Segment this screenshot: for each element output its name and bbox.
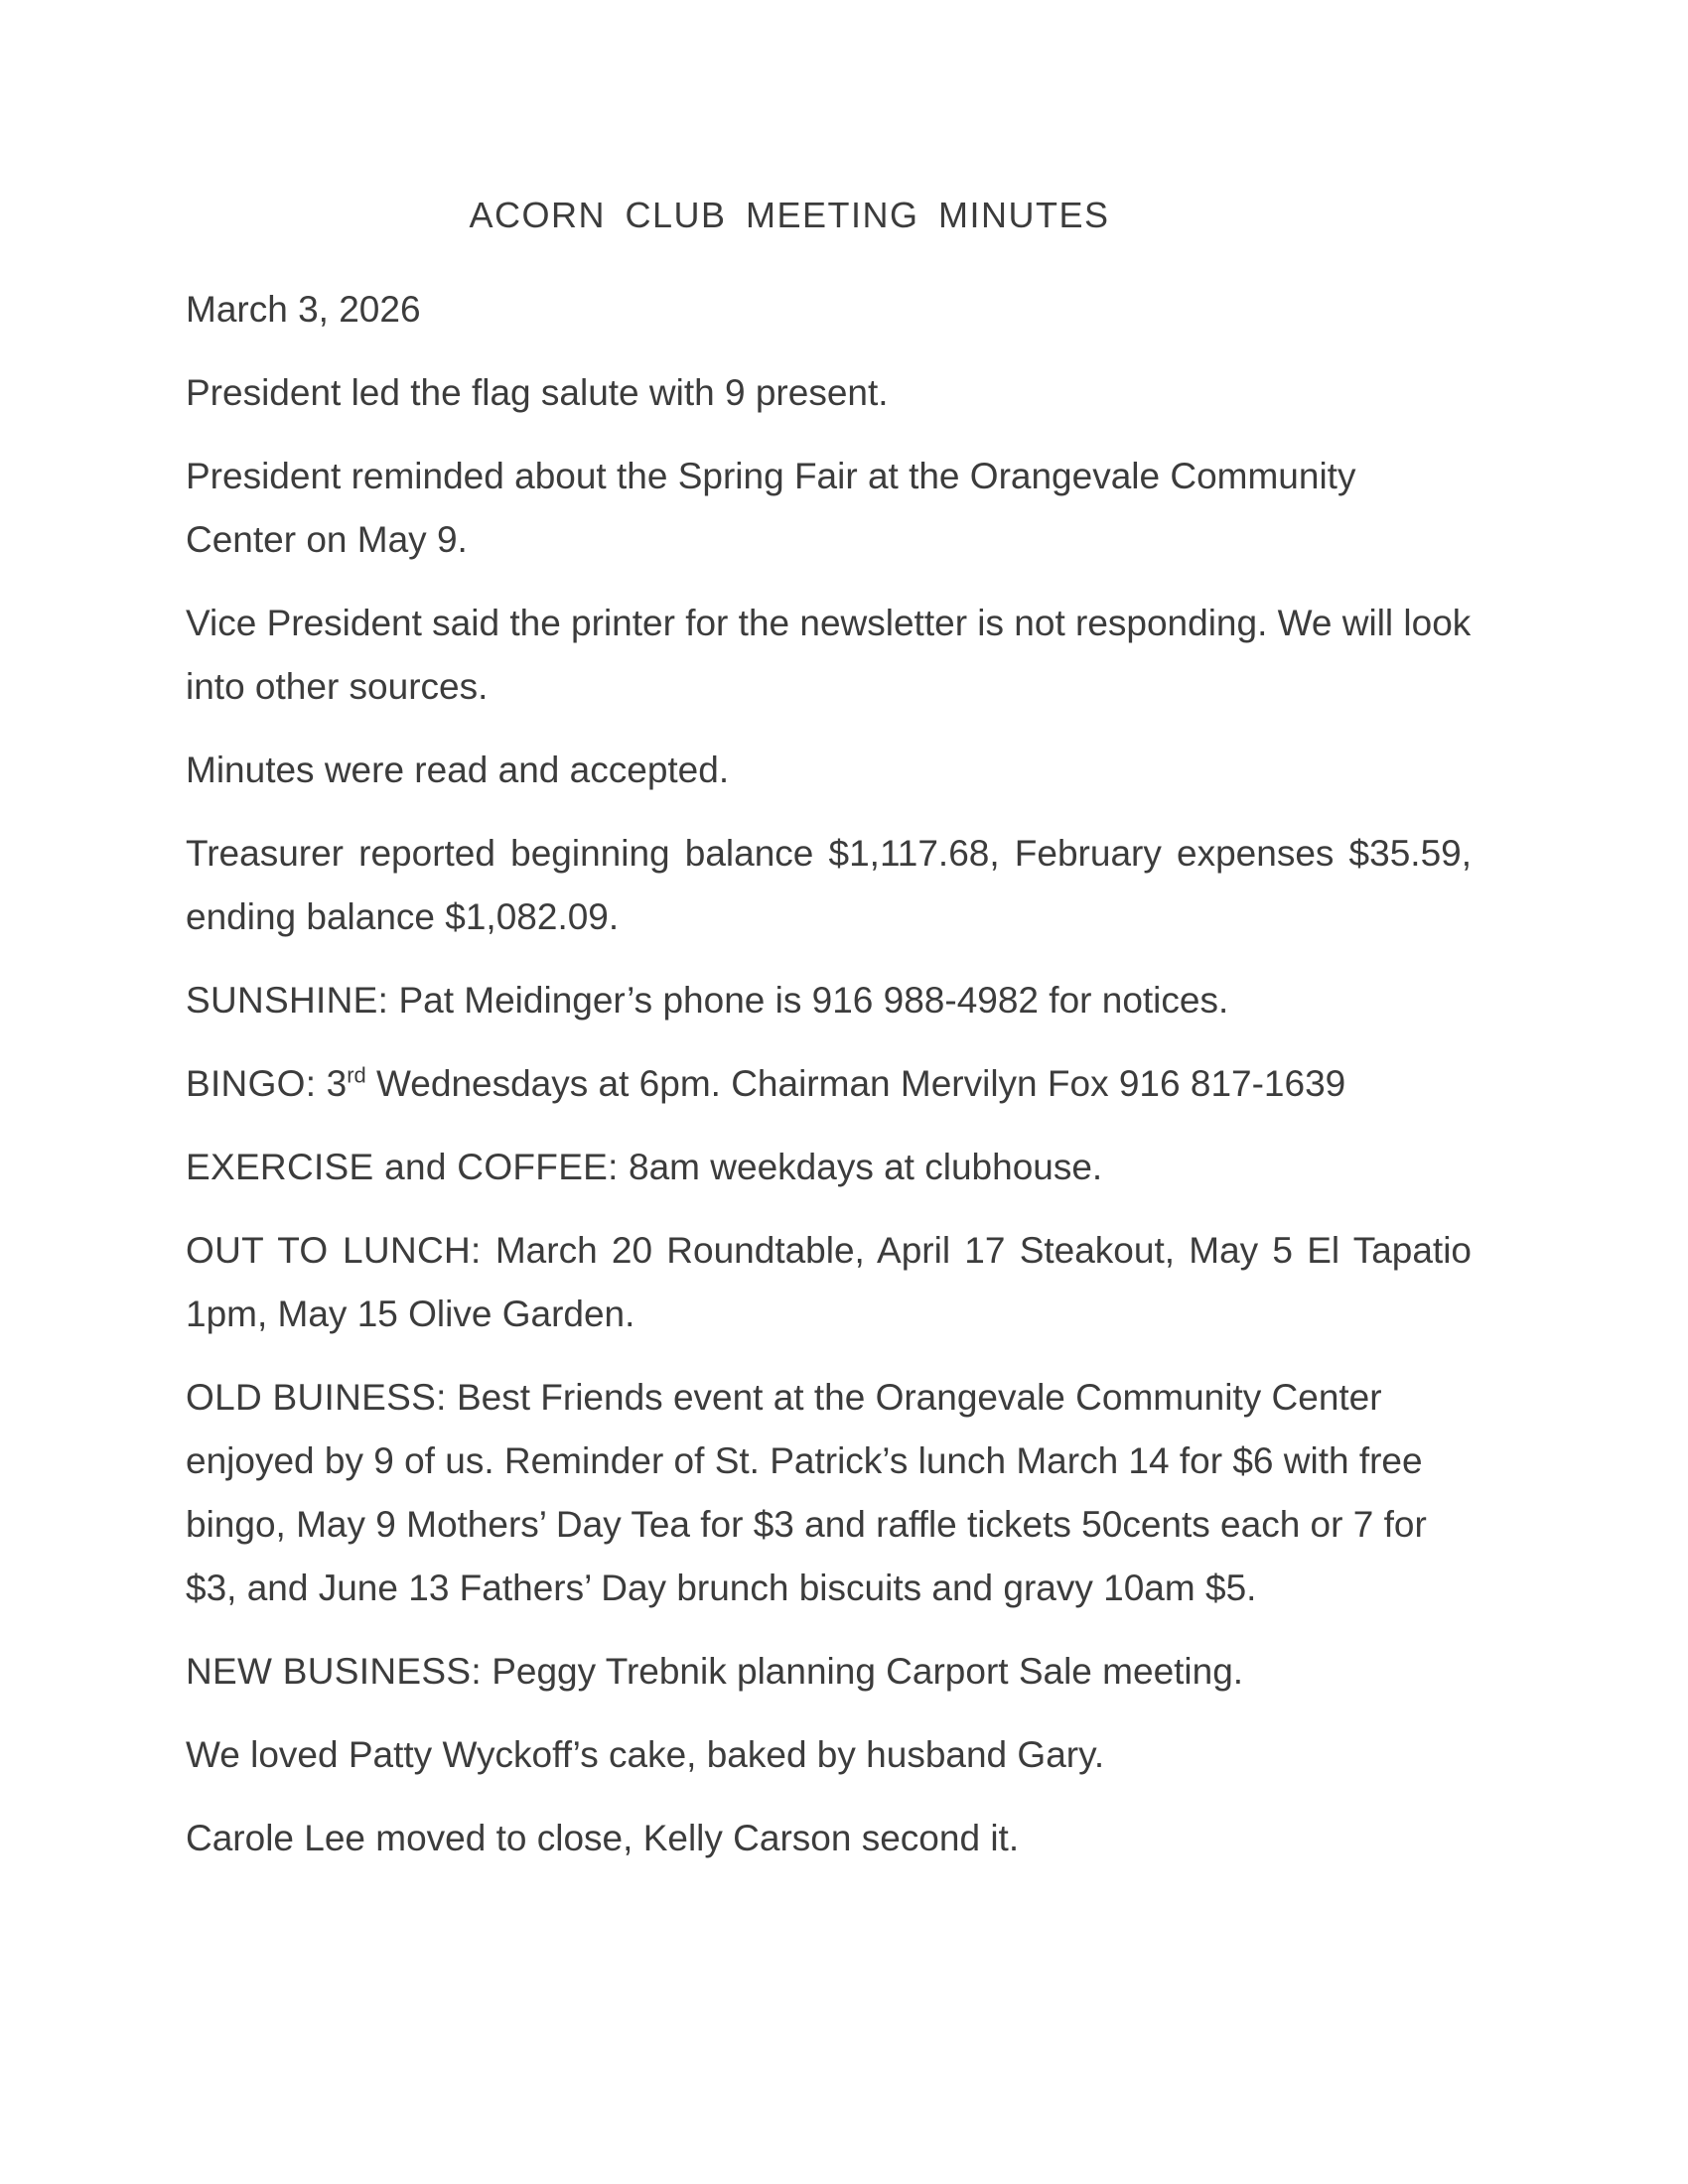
spring-fair-paragraph: President reminded about the Spring Fair at the Orangevale Community Center on May 9. bbox=[186, 456, 1356, 560]
close-paragraph: Carole Lee moved to close, Kelly Carson second it. bbox=[186, 1818, 1020, 1858]
old-business-paragraph bbox=[186, 1366, 1472, 1620]
sunshine-text: Pat Meidinger’s phone is 916 988-4982 for notices. bbox=[398, 980, 1229, 1021]
flag-salute-paragraph: President led the flag salute with 9 present. bbox=[186, 372, 889, 413]
new-business-text: Peggy Trebnik planning Carport Sale meeting. bbox=[492, 1651, 1244, 1692]
new-business-paragraph bbox=[186, 1640, 1472, 1704]
lunch-text: March 20 Roundtable, April 17 Steakout, May 5 El Tapatio 1pm, May 15 Olive Garden. bbox=[186, 1230, 1473, 1334]
sunshine-label: SUNSHINE: bbox=[186, 980, 389, 1021]
exercise-text: 8am weekdays at clubhouse. bbox=[629, 1147, 1103, 1187]
old-business-label: OLD BUINESS: bbox=[186, 1377, 447, 1418]
treasurer-paragraph: Treasurer reported beginning balance $1,117.68, February expenses $35.59, ending balance $1,082.09. bbox=[186, 833, 1472, 937]
exercise-paragraph bbox=[186, 1136, 1472, 1199]
printer-paragraph: Vice President said the printer for the newsletter is not responding. We will look into other sources. bbox=[186, 603, 1472, 707]
bingo-ordinal-number: 3 bbox=[326, 1063, 348, 1104]
document-title: ACORN CLUB MEETING MINUTES bbox=[469, 195, 1110, 235]
meeting-date: March 3, 2026 bbox=[186, 289, 421, 330]
bingo-label: BINGO: bbox=[186, 1063, 317, 1104]
cake-paragraph: We loved Patty Wyckoff’s cake, baked by husband Gary. bbox=[186, 1734, 1105, 1775]
lunch-paragraph bbox=[186, 1219, 1472, 1346]
lunch-label: OUT TO LUNCH: bbox=[186, 1230, 482, 1271]
exercise-label: EXERCISE and COFFEE: bbox=[186, 1147, 619, 1187]
minutes-paragraph: Minutes were read and accepted. bbox=[186, 750, 730, 790]
bingo-ordinal-suffix: rd bbox=[347, 1062, 366, 1088]
bingo-paragraph bbox=[186, 1052, 1472, 1116]
new-business-label: NEW BUSINESS: bbox=[186, 1651, 482, 1692]
old-business-text: Best Friends event at the Orangevale Community Center enjoyed by 9 of us. Reminder of St. Patrick’s lunch March 14 for $6 with free bingo, May 9 Mothers’ Day Tea for $3 and raffle tickets 50cents each or 7 for $3, and June 13 Fathers’ Day brunch biscuits and gravy 10am $5. bbox=[186, 1377, 1427, 1608]
minutes-body bbox=[186, 278, 1472, 1890]
bingo-ordinal bbox=[327, 1063, 366, 1104]
bingo-text: Wednesdays at 6pm. Chairman Mervilyn Fox 916 817-1639 bbox=[376, 1063, 1346, 1104]
sunshine-paragraph bbox=[186, 969, 1472, 1032]
